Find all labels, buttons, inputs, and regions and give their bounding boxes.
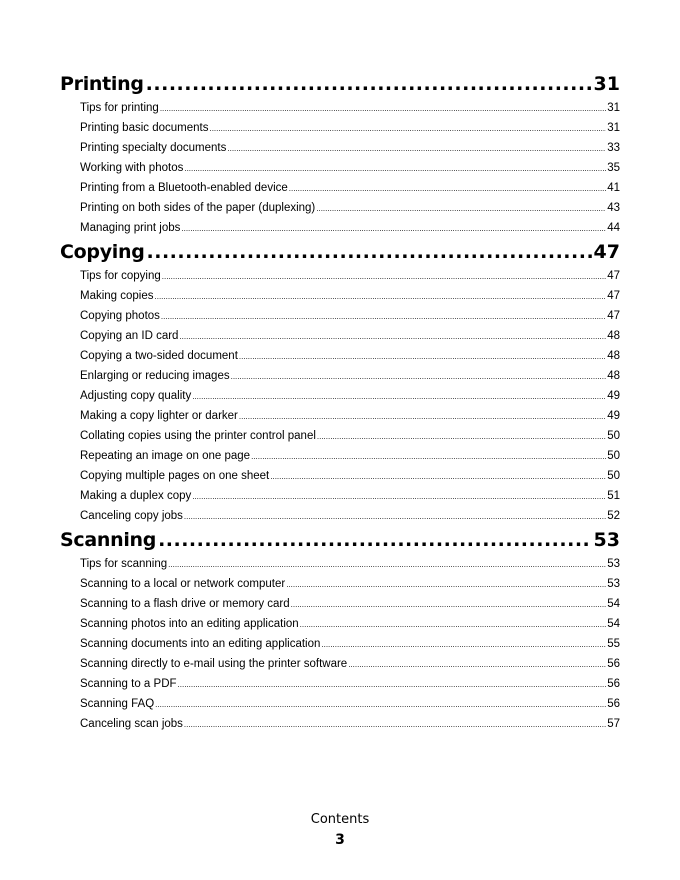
entry-title: Canceling scan jobs — [80, 718, 183, 730]
entry-page-number: 53 — [607, 558, 620, 570]
toc-entry[interactable] — [80, 714, 620, 734]
section-page-number: 47 — [593, 241, 620, 263]
dot-leader — [158, 528, 591, 552]
dot-leader — [160, 99, 606, 119]
entry-title: Copying a two-sided document — [80, 350, 238, 362]
dot-leader — [179, 327, 606, 347]
dot-leader — [300, 615, 607, 635]
entry-title: Making a duplex copy — [80, 490, 192, 502]
toc-entry[interactable] — [80, 138, 620, 158]
entry-title: Enlarging or reducing images — [80, 370, 230, 382]
dot-leader — [239, 407, 606, 427]
toc-entry[interactable] — [80, 554, 620, 574]
entry-page-number: 49 — [607, 410, 620, 422]
entry-page-number: 50 — [607, 450, 620, 462]
entry-page-number: 53 — [607, 578, 620, 590]
entry-title: Copying multiple pages on one sheet — [80, 470, 270, 482]
toc-entry-list — [80, 98, 620, 238]
entry-page-number: 47 — [607, 270, 620, 282]
dot-leader — [227, 139, 606, 159]
entry-title: Working with photos — [80, 162, 184, 174]
section-page-number: 31 — [593, 73, 620, 95]
toc-entry[interactable] — [80, 306, 620, 326]
entry-page-number: 48 — [607, 350, 620, 362]
dot-leader — [321, 635, 606, 655]
entry-page-number: 51 — [607, 490, 620, 502]
dot-leader — [162, 267, 606, 287]
page-footer — [0, 810, 680, 850]
toc-entry[interactable] — [80, 386, 620, 406]
toc-entry[interactable] — [80, 654, 620, 674]
toc-entry[interactable] — [80, 634, 620, 654]
toc-entry[interactable] — [80, 98, 620, 118]
entry-page-number: 49 — [607, 390, 620, 402]
entry-title: Canceling copy jobs — [80, 510, 183, 522]
toc-entry[interactable] — [80, 346, 620, 366]
entry-page-number: 52 — [607, 510, 620, 522]
dot-leader — [178, 675, 607, 695]
dot-leader — [184, 715, 606, 735]
toc-entry[interactable] — [80, 694, 620, 714]
toc-entry-list — [80, 554, 620, 734]
entry-page-number: 56 — [607, 698, 620, 710]
entry-title: Managing print jobs — [80, 222, 181, 234]
toc-entry[interactable] — [80, 286, 620, 306]
dot-leader — [192, 387, 606, 407]
toc-section-heading[interactable] — [60, 72, 620, 96]
section-title: Printing — [60, 73, 144, 95]
entry-page-number: 47 — [607, 310, 620, 322]
dot-leader — [184, 507, 606, 527]
dot-leader — [155, 695, 606, 715]
entry-page-number: 54 — [607, 598, 620, 610]
toc-entry[interactable] — [80, 366, 620, 386]
toc-entry[interactable] — [80, 326, 620, 346]
dot-leader — [168, 555, 606, 575]
dot-leader — [192, 487, 606, 507]
entry-title: Scanning to a PDF — [80, 678, 177, 690]
entry-title: Tips for copying — [80, 270, 161, 282]
entry-title: Collating copies using the printer control panel — [80, 430, 316, 442]
entry-title: Printing on both sides of the paper (duplexing) — [80, 202, 316, 214]
toc-entry[interactable] — [80, 614, 620, 634]
toc-entry[interactable] — [80, 266, 620, 286]
toc-entry[interactable] — [80, 426, 620, 446]
dot-leader — [184, 159, 606, 179]
toc-section-scanning — [60, 528, 620, 734]
entry-page-number: 56 — [607, 658, 620, 670]
toc-entry[interactable] — [80, 178, 620, 198]
entry-page-number: 50 — [607, 470, 620, 482]
toc-entry[interactable] — [80, 594, 620, 614]
entry-page-number: 48 — [607, 330, 620, 342]
dot-leader — [209, 119, 606, 139]
dot-leader — [270, 467, 606, 487]
entry-title: Scanning documents into an editing application — [80, 638, 321, 650]
entry-page-number: 57 — [607, 718, 620, 730]
dot-leader — [146, 72, 592, 96]
dot-leader — [291, 595, 607, 615]
entry-page-number: 35 — [607, 162, 620, 174]
entry-page-number: 50 — [607, 430, 620, 442]
entry-title: Making copies — [80, 290, 154, 302]
entry-title: Copying an ID card — [80, 330, 179, 342]
entry-title: Copying photos — [80, 310, 160, 322]
toc-entry[interactable] — [80, 198, 620, 218]
dot-leader — [251, 447, 606, 467]
toc-section-copying — [60, 240, 620, 526]
entry-page-number: 56 — [607, 678, 620, 690]
toc-section-heading[interactable] — [60, 240, 620, 264]
entry-title: Scanning FAQ — [80, 698, 155, 710]
dot-leader — [286, 575, 606, 595]
dot-leader — [316, 199, 606, 219]
entry-title: Adjusting copy quality — [80, 390, 192, 402]
entry-title: Repeating an image on one page — [80, 450, 251, 462]
entry-title: Printing from a Bluetooth-enabled device — [80, 182, 288, 194]
dot-leader — [348, 655, 606, 675]
entry-page-number: 47 — [607, 290, 620, 302]
dot-leader — [231, 367, 607, 387]
table-of-contents — [60, 72, 620, 734]
toc-section-heading[interactable] — [60, 528, 620, 552]
entry-title: Scanning to a flash drive or memory card — [80, 598, 290, 610]
section-title: Scanning — [60, 529, 157, 551]
entry-page-number: 48 — [607, 370, 620, 382]
entry-page-number: 31 — [607, 102, 620, 114]
entry-page-number: 43 — [607, 202, 620, 214]
entry-title: Tips for printing — [80, 102, 159, 114]
toc-entry[interactable] — [80, 118, 620, 138]
toc-entry[interactable] — [80, 446, 620, 466]
toc-section-printing — [60, 72, 620, 238]
entry-page-number: 54 — [607, 618, 620, 630]
toc-entry[interactable] — [80, 218, 620, 238]
section-title: Copying — [60, 241, 145, 263]
toc-entry[interactable] — [80, 574, 620, 594]
page-number: 3 — [335, 832, 345, 848]
entry-title: Making a copy lighter or darker — [80, 410, 238, 422]
toc-entry[interactable] — [80, 406, 620, 426]
entry-page-number: 41 — [607, 182, 620, 194]
dot-leader — [239, 347, 606, 367]
entry-title: Printing specialty documents — [80, 142, 227, 154]
toc-entry[interactable] — [80, 158, 620, 178]
dot-leader — [181, 219, 606, 239]
entry-page-number: 55 — [607, 638, 620, 650]
entry-title: Tips for scanning — [80, 558, 168, 570]
toc-entry[interactable] — [80, 486, 620, 506]
toc-entry[interactable] — [80, 506, 620, 526]
dot-leader — [161, 307, 606, 327]
entry-title: Scanning to a local or network computer — [80, 578, 286, 590]
entry-page-number: 33 — [607, 142, 620, 154]
entry-title: Scanning photos into an editing application — [80, 618, 299, 630]
entry-title: Scanning directly to e-mail using the printer software — [80, 658, 348, 670]
toc-entry[interactable] — [80, 466, 620, 486]
footer-label: Contents — [310, 812, 370, 827]
dot-leader — [289, 179, 606, 199]
entry-title: Printing basic documents — [80, 122, 209, 134]
dot-leader — [155, 287, 607, 307]
entry-page-number: 44 — [607, 222, 620, 234]
section-page-number: 53 — [593, 529, 620, 551]
dot-leader — [147, 240, 592, 264]
toc-entry-list — [80, 266, 620, 526]
entry-page-number: 31 — [607, 122, 620, 134]
toc-entry[interactable] — [80, 674, 620, 694]
dot-leader — [317, 427, 606, 447]
